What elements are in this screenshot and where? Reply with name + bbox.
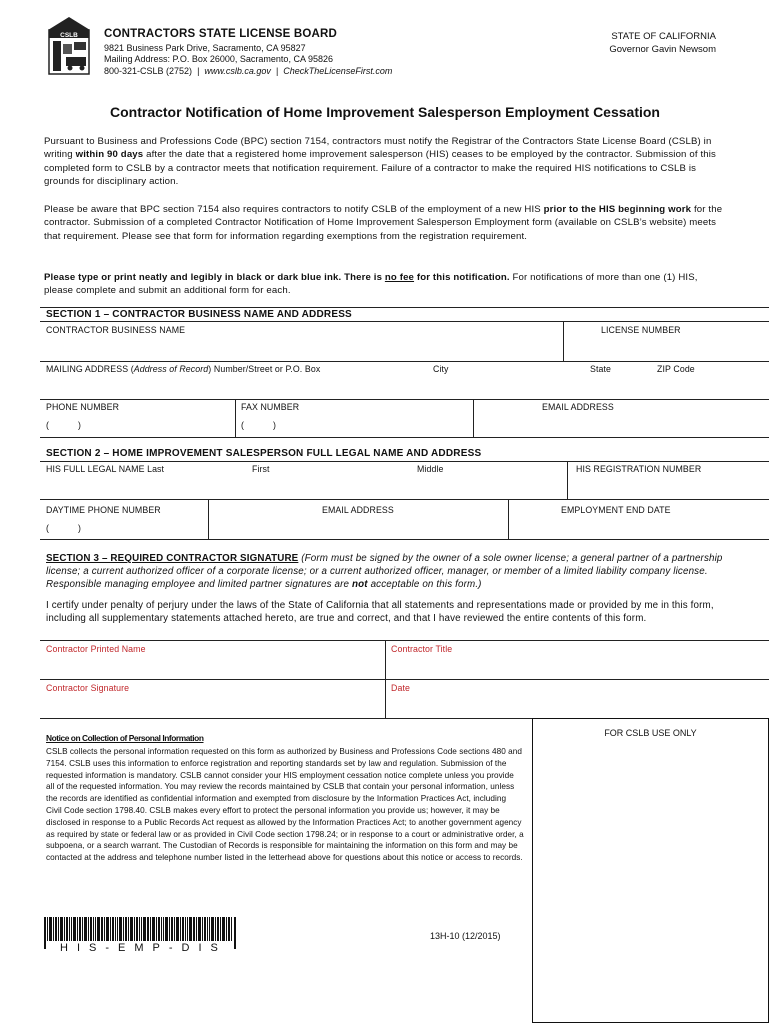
notice-body: CSLB collects the personal information requested on this form as authorized by Business and Professions Code sections 480 and 7154. CSLB uses this information to enforce registration and reporting standards set by law and regulation. Submission of the requested information is mandatory. CSLB cannot consider your HIS employment cessation notice complete unless you provide all of the requested information. You may review the records maintained by CSLB that contain your personal information, unless the records are identified as confidential information and exempted from disclosure by the Information Practices Act, including Civil Code section 1798.40. CSLB makes every effort to protect the personal information you provide us; however, it may be disclosed in response to a Public Records Act request as allowed by the Information Practices Act; to another government agency as required by state or federal law or as provided in Civil Code section 1798.24; or in response to a court or administrative order, a subpoena, or a search warrant. The Custodian of Records is responsible for maintaining the information on this form and may be contacted at the address and telephone number listed in the letterhead above for questions about this notice or access to records. <box>46 747 524 863</box>
state-field[interactable]: State <box>590 364 612 374</box>
business-name-field[interactable]: CONTRACTOR BUSINESS NAME <box>46 325 186 335</box>
his-first-name-field[interactable]: First <box>252 464 270 474</box>
cslb-seal-logo <box>46 16 92 76</box>
form-code: 13H-10 (12/2015) <box>430 931 501 941</box>
contractor-title-field[interactable]: Contractor Title <box>391 644 453 654</box>
check-license-link[interactable]: CheckTheLicenseFirst.com <box>283 66 393 76</box>
state-name: STATE OF CALIFORNIA <box>611 31 716 42</box>
fax-area-close: ) <box>273 420 277 430</box>
cslb-use-only-label: FOR CSLB USE ONLY <box>604 728 697 738</box>
barcode-text: HIS-EMP-DIS <box>60 942 227 954</box>
day-phone-area-close: ) <box>78 523 82 533</box>
city-field[interactable]: City <box>433 364 449 374</box>
phone-area-close: ) <box>78 420 82 430</box>
license-number-field[interactable]: LICENSE NUMBER <box>601 325 681 335</box>
employment-end-date-field[interactable]: EMPLOYMENT END DATE <box>561 505 671 515</box>
notice-heading: Notice on Collection of Personal Information <box>46 733 204 743</box>
daytime-phone-field[interactable]: DAYTIME PHONE NUMBER <box>46 505 161 515</box>
day-phone-area-open: ( <box>46 523 50 533</box>
phone-number-field[interactable]: PHONE NUMBER <box>46 402 120 412</box>
his-middle-name-field[interactable]: Middle <box>417 464 444 474</box>
cslb-use-only-box <box>532 718 769 1023</box>
section-3-header: SECTION 3 – REQUIRED CONTRACTOR SIGNATURE (Form must be signed by the owner of a sole owner license; a general partner of a partnership license; a current authorized officer of a corporate license; or a current authorized officer, manager, or member of a limited liability company license. Responsible managing employee and limited partner signatures are not acceptable on this form.) <box>46 553 723 590</box>
phone-area-open: ( <box>46 420 50 430</box>
form-title: Contractor Notification of Home Improvement Salesperson Employment Cessation <box>110 104 660 120</box>
intro-paragraph-1: Pursuant to Business and Professions Code (BPC) section 7154, contractors must notify the Registrar of the Contractors State License Board (CSLB) in writing within 90 days after the date that a registered home improvement salesperson (HIS) ceases to be employed by the contractor. Submission of this completed form to CSLB by a contractor meets that notification requirement. Failure of a contractor to make the required HIS notifications to CSLB is grounds for disciplinary action. <box>44 136 717 187</box>
section-2-title: SECTION 2 – HOME IMPROVEMENT SALESPERSON FULL LEGAL NAME AND ADDRESS <box>46 448 482 459</box>
his-last-name-field[interactable]: HIS FULL LEGAL NAME Last <box>46 464 165 474</box>
intro-paragraph-2: Please be aware that BPC section 7154 also requires contractors to notify CSLB of the employment of a new HIS prior to the HIS beginning work for the contractor. Submission of a completed Contractor Notification of Home Improvement Salesperson Employment form (available on CSLB’s website) meets that requirement. Please see that form for information regarding exemptions from the registration requirement. <box>44 204 723 242</box>
mailing-address-field[interactable]: MAILING ADDRESS (Address of Record) Number/Street or P.O. Box <box>46 364 321 374</box>
contact-separator: | <box>192 66 205 76</box>
his-registration-number-field[interactable]: HIS REGISTRATION NUMBER <box>576 464 702 474</box>
signature-date-field[interactable]: Date <box>391 683 410 693</box>
org-mailing-address: Mailing Address: P.O. Box 26000, Sacramento, CA 95826 <box>104 54 333 64</box>
governor-name: Governor Gavin Newsom <box>609 44 716 55</box>
org-name: CONTRACTORS STATE LICENSE BOARD <box>104 28 338 40</box>
contractor-printed-name-field[interactable]: Contractor Printed Name <box>46 644 146 654</box>
instructions-paragraph: Please type or print neatly and legibly in black or dark blue ink. There is no fee for this notification. For notifications of more than one (1) HIS, please complete and submit an additional form for each. <box>44 272 698 297</box>
section-1-title: SECTION 1 – CONTRACTOR BUSINESS NAME AND ADDRESS <box>46 309 352 320</box>
section-3-title: SECTION 3 – REQUIRED CONTRACTOR SIGNATURE <box>46 553 299 564</box>
email-address-field[interactable]: EMAIL ADDRESS <box>542 402 614 412</box>
certification-statement: I certify under penalty of perjury under the laws of the State of California that all statements and representations made or provided by me in this form, including all supplementary statements attached hereto, are true and correct, and that I have reviewed the entire contents of this form. <box>46 600 714 624</box>
contractor-signature-field[interactable]: Contractor Signature <box>46 683 130 693</box>
svg-text:CSLB: CSLB <box>60 32 78 39</box>
org-address: 9821 Business Park Drive, Sacramento, CA 95827 <box>104 43 306 53</box>
org-website-link[interactable]: www.cslb.ca.gov <box>204 66 271 76</box>
fax-area-open: ( <box>241 420 245 430</box>
org-phone: 800-321-CSLB (2752) <box>104 66 193 76</box>
contact-separator: | <box>270 66 284 76</box>
his-email-field[interactable]: EMAIL ADDRESS <box>322 505 394 515</box>
fax-number-field[interactable]: FAX NUMBER <box>241 402 300 412</box>
org-contact-line <box>104 66 392 77</box>
zip-code-field[interactable]: ZIP Code <box>657 364 695 374</box>
